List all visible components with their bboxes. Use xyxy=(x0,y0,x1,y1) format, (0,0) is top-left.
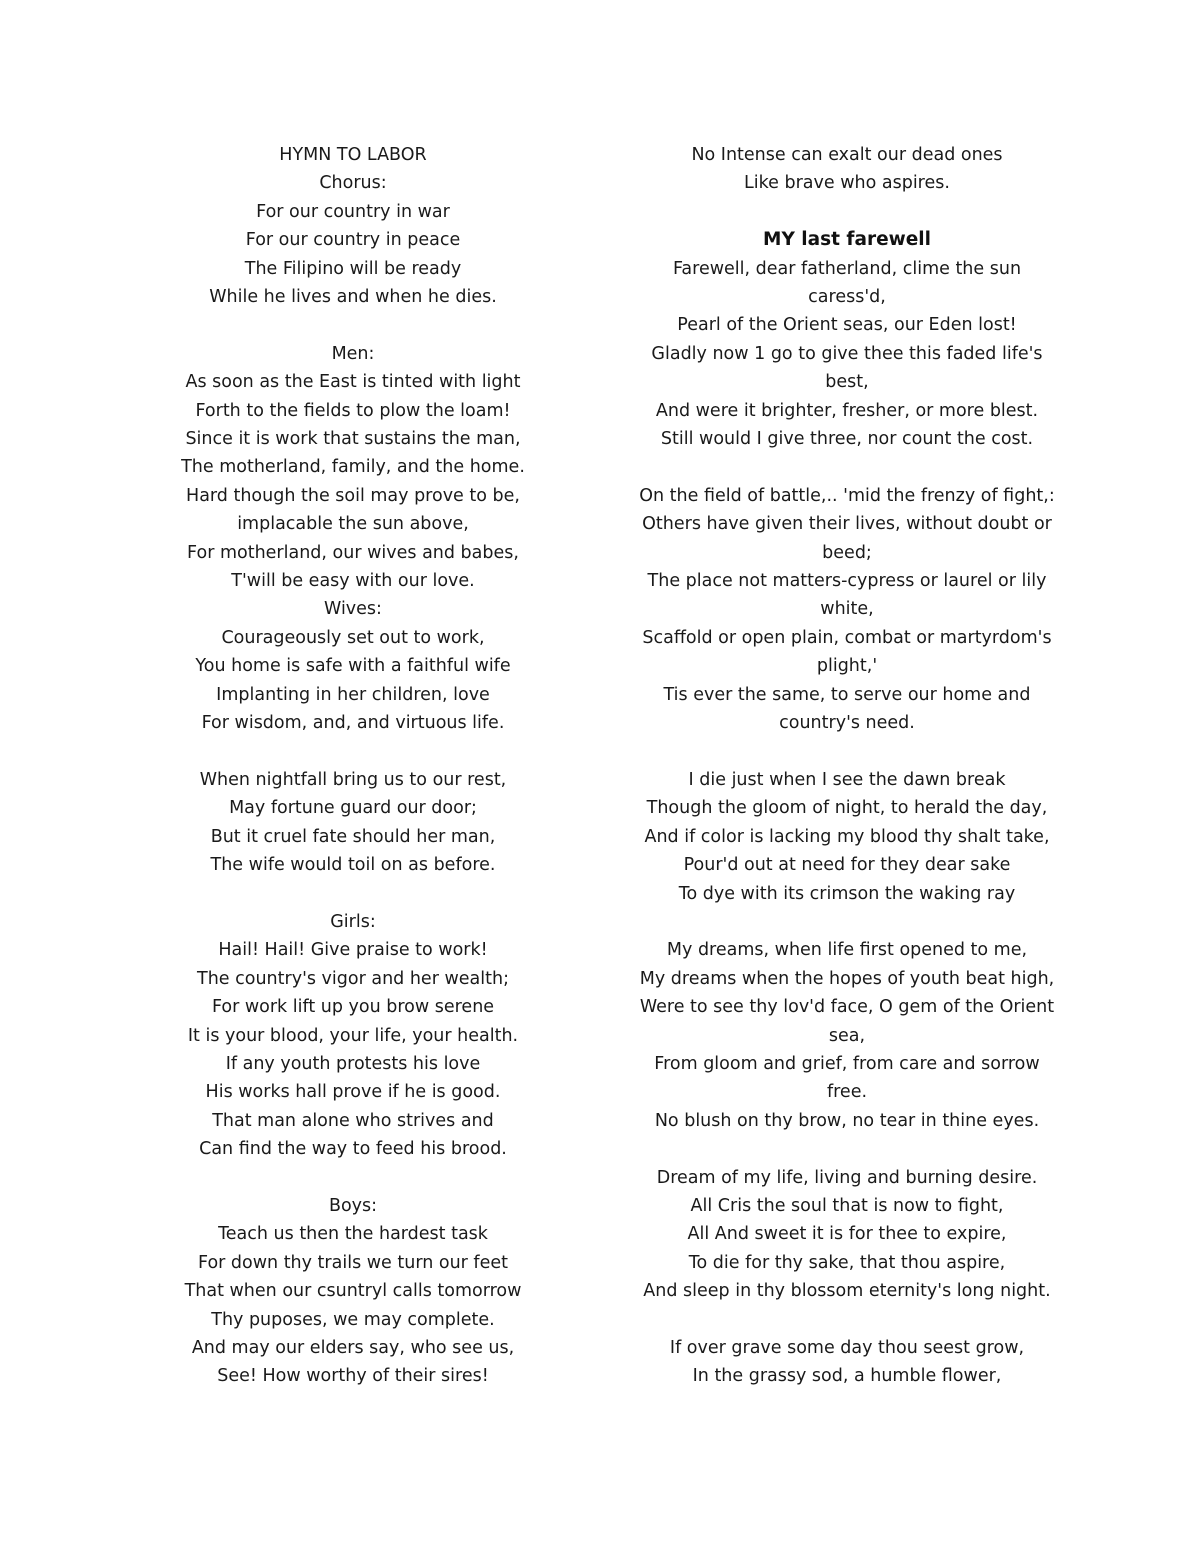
farewell-line: beed; xyxy=(822,542,872,563)
farewell-line: free. xyxy=(826,1082,868,1103)
farewell-line: I die just when I see the dawn break xyxy=(688,769,1006,790)
men-label: Men: xyxy=(331,343,375,364)
hymn-end-line: Like brave who aspires. xyxy=(744,173,950,194)
farewell-line: Farewell, dear fatherland, clime the sun xyxy=(672,258,1022,279)
stanza-gap xyxy=(627,908,1067,936)
farewell-line: plight,' xyxy=(816,656,878,677)
stanza-gap xyxy=(627,1135,1067,1163)
girls-label: Girls: xyxy=(330,911,376,932)
men-line: For motherland, our wives and babes, xyxy=(187,542,519,563)
hymn-to-labor-column xyxy=(153,141,553,1391)
men-line: The motherland, family, and the home. xyxy=(181,457,525,478)
chorus-line: The Filipino will be ready xyxy=(244,258,462,279)
farewell-line: Scaffold or open plain, combat or martyrdom's xyxy=(642,627,1052,648)
stanza-gap xyxy=(627,453,1067,481)
girls-line: His works hall prove if he is good. xyxy=(205,1082,501,1103)
poem-title: HYMN TO LABOR xyxy=(279,145,427,165)
boys-line: Thy puposes, we may complete. xyxy=(211,1309,495,1330)
farewell-line: Gladly now 1 go to give thee this faded life's xyxy=(651,343,1043,364)
farewell-line: Pour'd out at need for they dear sake xyxy=(683,855,1011,876)
farewell-line: If over grave some day thou seest grow, xyxy=(669,1337,1025,1358)
girls-line: Can find the way to feed his brood. xyxy=(199,1139,507,1160)
stanza-gap xyxy=(627,738,1067,766)
farewell-line: sea, xyxy=(828,1025,866,1046)
farewell-line: And were it brighter, fresher, or more blest. xyxy=(655,400,1039,421)
girls-line: Hail! Hail! Give praise to work! xyxy=(218,940,488,961)
farewell-line: To dye with its crimson the waking ray xyxy=(678,883,1016,904)
wives-line: You home is safe with a faithful wife xyxy=(195,656,511,677)
men-line: T'will be easy with our love. xyxy=(231,571,475,592)
boys-line: That when our csuntryl calls tomorrow xyxy=(184,1281,522,1302)
girls-line: The country's vigor and her wealth; xyxy=(197,968,509,989)
nightfall-line: The wife would toil on as before. xyxy=(210,855,496,876)
men-line: Since it is work that sustains the man, xyxy=(185,429,521,450)
farewell-line: Though the gloom of night, to herald the day, xyxy=(646,798,1048,819)
wives-label: Wives: xyxy=(324,599,382,620)
chorus-label: Chorus: xyxy=(319,173,387,194)
boys-line: See! How worthy of their sires! xyxy=(217,1366,489,1387)
farewell-line: Were to see thy lov'd face, O gem of the Orient xyxy=(639,997,1055,1018)
girls-line: For work lift up you brow serene xyxy=(211,997,495,1018)
stanza-gap xyxy=(627,1306,1067,1334)
last-farewell-column xyxy=(627,141,1067,1391)
farewell-line: In the grassy sod, a humble flower, xyxy=(692,1366,1002,1387)
farewell-line: My dreams, when life first opened to me, xyxy=(666,940,1028,961)
farewell-line: And if color is lacking my blood thy shalt take, xyxy=(644,826,1050,847)
farewell-line: Others have given their lives, without doubt or xyxy=(642,514,1052,535)
farewell-line: caress'd, xyxy=(808,287,886,308)
nightfall-line: May fortune guard our door; xyxy=(229,798,477,819)
farewell-line: All Cris the soul that is now to fight, xyxy=(690,1195,1004,1216)
stanza-gap xyxy=(153,1164,553,1192)
wives-line: Courageously set out to work, xyxy=(221,627,485,648)
girls-line: That man alone who strives and xyxy=(212,1110,494,1131)
chorus-line: While he lives and when he dies. xyxy=(209,287,497,308)
men-line: implacable the sun above, xyxy=(237,514,469,535)
wives-line: Implanting in her children, love xyxy=(216,684,490,705)
farewell-line: From gloom and grief, from care and sorrow xyxy=(654,1053,1040,1074)
girls-line: If any youth protests his love xyxy=(225,1053,481,1074)
farewell-line: Pearl of the Orient seas, our Eden lost! xyxy=(677,315,1017,336)
farewell-line: My dreams when the hopes of youth beat high, xyxy=(639,968,1055,989)
chorus-line: For our country in war xyxy=(256,201,450,222)
stanza-gap xyxy=(153,311,553,339)
nightfall-line: But it cruel fate should her man, xyxy=(210,826,496,847)
hymn-end-line: No Intense can exalt our dead ones xyxy=(691,145,1003,165)
men-line: Forth to the fields to plow the loam! xyxy=(195,400,511,421)
boys-line: And may our elders say, who see us, xyxy=(191,1338,515,1358)
farewell-line: And sleep in thy blossom eternity's long night. xyxy=(643,1281,1051,1302)
men-line: Hard though the soil may prove to be, xyxy=(186,485,520,506)
stanza-gap xyxy=(153,880,553,908)
farewell-line: Dream of my life, living and burning desire. xyxy=(656,1167,1038,1188)
farewell-line: country's need. xyxy=(779,713,915,734)
stanza-gap xyxy=(153,738,553,766)
boys-line: For down thy trails we turn our feet xyxy=(198,1252,508,1273)
boys-label: Boys: xyxy=(328,1195,378,1216)
chorus-line: For our country in peace xyxy=(245,230,461,251)
farewell-line: To die for thy sake, that thou aspire, xyxy=(688,1252,1006,1273)
girls-line: It is your blood, your life, your health. xyxy=(187,1025,519,1046)
farewell-line: Still would I give three, nor count the cost. xyxy=(660,429,1034,450)
farewell-line: Tis ever the same, to serve our home and xyxy=(663,684,1031,705)
nightfall-line: When nightfall bring us to our rest, xyxy=(199,769,507,790)
poem-title: MY last farewell xyxy=(763,229,931,251)
farewell-line: No blush on thy brow, no tear in thine eyes. xyxy=(654,1110,1040,1131)
farewell-line: The place not matters-cypress or laurel or lily xyxy=(647,571,1047,592)
farewell-line: All And sweet it is for thee to expire, xyxy=(687,1224,1007,1245)
farewell-line: On the field of battle,.. 'mid the frenzy of fight,: xyxy=(639,485,1055,506)
farewell-line: white, xyxy=(820,599,874,620)
wives-line: For wisdom, and, and virtuous life. xyxy=(201,713,505,734)
stanza-gap xyxy=(627,198,1067,226)
farewell-line: best, xyxy=(825,372,869,393)
boys-line: Teach us then the hardest task xyxy=(218,1224,488,1245)
men-line: As soon as the East is tinted with light xyxy=(185,372,521,393)
